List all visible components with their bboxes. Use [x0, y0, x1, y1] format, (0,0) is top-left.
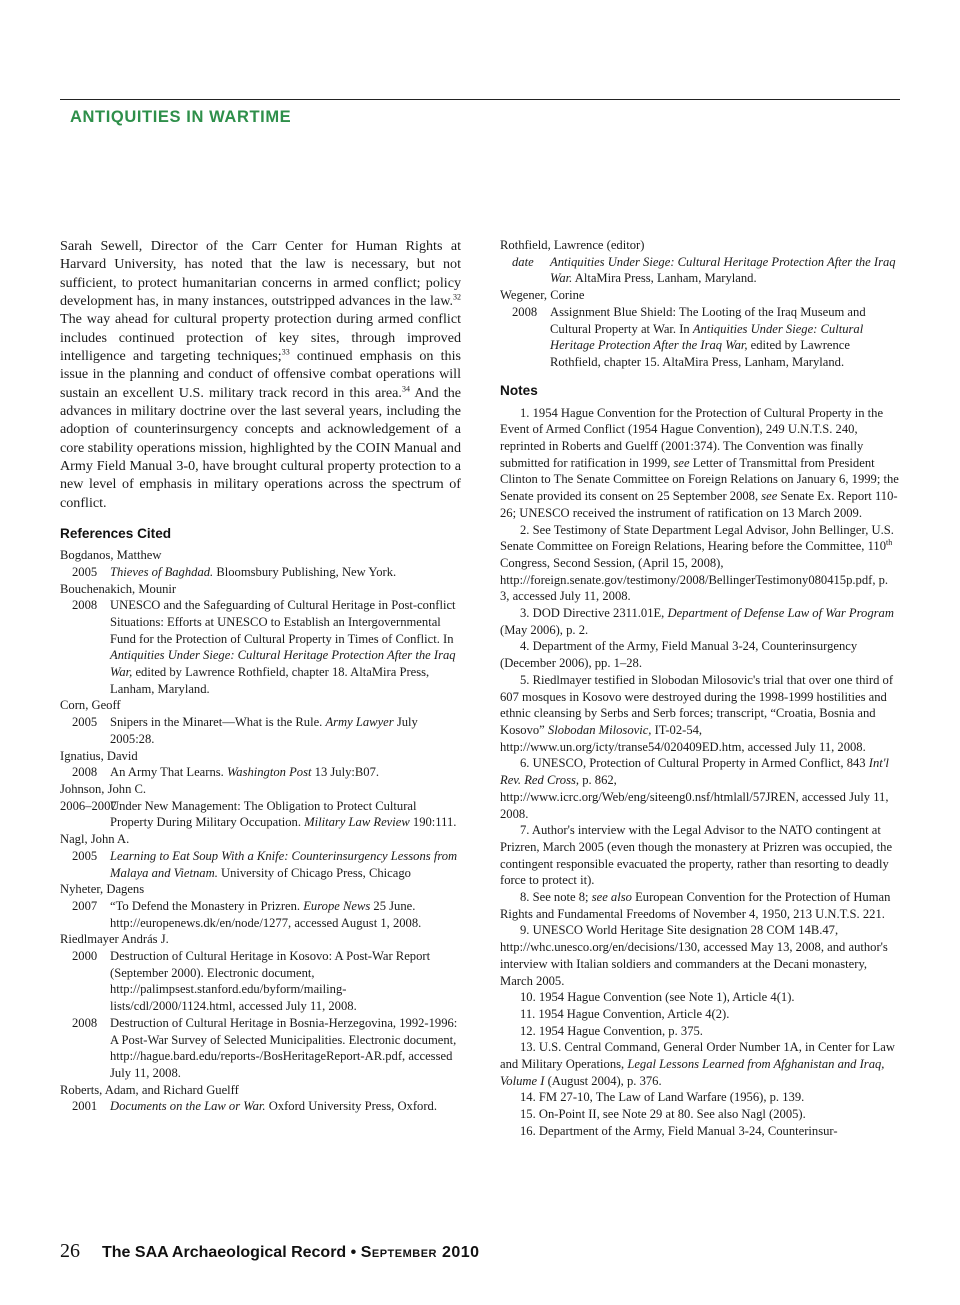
page-number: 26 — [60, 1240, 80, 1262]
ref-text — [110, 1098, 461, 1115]
ref-year: 2008 — [72, 765, 98, 780]
left-column — [60, 237, 461, 1115]
footnote-ref-32[interactable]: 32 — [453, 292, 461, 302]
ref-rest: edited by Lawrence Rothfield, chapter 15. AltaMira Press, Lanham, Maryland. — [550, 338, 850, 369]
ref-year: 2007 — [72, 898, 98, 913]
ref-rest: 190:111. — [409, 815, 457, 830]
ref-text — [110, 714, 461, 747]
note-text: Letter of Transmittal from President Clinton to The Senate Committee on Foreign Relations on January 6, 1999; the Senate provided its consent on 25 September 2008, — [500, 455, 899, 504]
references-list — [60, 547, 461, 1115]
journal-title: The SAA Archaeological Record — [102, 1244, 347, 1261]
ref-entry — [60, 764, 461, 781]
ref-entry — [60, 948, 461, 1015]
note-5 — [500, 672, 900, 756]
ref-author: Ignatius, David — [60, 748, 138, 763]
ordinal-superscript: th — [886, 538, 893, 548]
ref-entry — [60, 798, 461, 831]
right-column — [500, 237, 900, 1140]
note-2 — [500, 522, 900, 606]
ref-year: 2008 — [72, 598, 98, 613]
ref-title: Army Lawyer — [325, 715, 394, 730]
note-8 — [500, 889, 900, 922]
note-16: 16. Department of the Army, Field Manual 3-24, Counterinsur- — [520, 1123, 838, 1138]
ref-author: Roberts, Adam, and Richard Guelff — [60, 1082, 239, 1097]
ref-title: Military Law Review — [304, 815, 410, 830]
ref-text — [110, 764, 461, 781]
ref-entry — [60, 1098, 461, 1115]
note-text: 13. U.S. Central Command, General Order Number 1A, in Center for Law and Military Operations, — [500, 1040, 895, 1072]
ref-pre: Under New Management: The Obligation to Protect Cultural Property During Military Occupation. — [110, 798, 417, 830]
ref-year: date — [512, 254, 534, 269]
ref-text — [110, 898, 461, 931]
ref-rest: 25 June. http://europenews.dk/en/node/1277, accessed August 1, 2008. — [110, 898, 422, 930]
note-italic: Legal Lessons Learned from Afghanistan and Iraq, Volume I — [500, 1057, 885, 1088]
note-7: 7. Author's interview with the Legal Advisor to the NATO contingent at Prizren, March 2005 (even though the monastery at Prizren was occupied, the contingent responsible evacuated the property, rather than resorting to deadly force to protect it). — [500, 823, 893, 888]
ref-entry — [60, 597, 461, 697]
ref-title: Thieves of Baghdad. — [110, 564, 214, 579]
ref-title: Europe News — [303, 898, 371, 913]
note-text: 6. UNESCO, Protection of Cultural Property in Armed Conflict, 843 — [520, 756, 869, 771]
ref-author: Johnson, John C. — [60, 782, 147, 796]
intro-text-2: The way ahead for cultural property protection during armed conflict includes continued protection of key sites, through improved intelligence and targeting techniques; — [60, 311, 461, 365]
section-header: ANTIQUITIES IN WARTIME — [70, 108, 292, 126]
note-text: 1. 1954 Hague Convention for the Protection of Cultural Property in the Event of Armed Conflict (1954 Hague Convention), 249 U.N.T.S. 240, reprinted in Roberts and Guelff (2001:374). The Convention was finally submitted for ratification in 1999, — [500, 405, 884, 470]
ref-author: Bouchenakich, Mounir — [60, 581, 177, 596]
ref-pre: An Army That Learns. — [110, 765, 227, 780]
ref-author: Wegener, Corine — [500, 288, 585, 303]
note-13 — [500, 1039, 900, 1089]
note-11: 11. 1954 Hague Convention, Article 4(2). — [520, 1006, 730, 1021]
note-text: (August 2004), p. 376. — [544, 1073, 662, 1088]
ref-year: 2008 — [72, 1015, 98, 1030]
ref-title: Antiquities Under Siege: Cultural Heritage Protection After the Iraq War, — [550, 321, 864, 353]
ref-pre: Snipers in the Minaret—What is the Rule. — [110, 715, 326, 730]
ref-author: Rothfield, Lawrence (editor) — [500, 238, 645, 252]
note-text: 3. DOD Directive 2311.01E, — [520, 606, 668, 621]
note-3 — [500, 605, 900, 638]
ref-title: Documents on the Law or War. — [110, 1099, 266, 1114]
ref-author: Corn, Geoff — [60, 698, 121, 713]
ref-rest: July 2005:28. — [110, 715, 418, 746]
note-italic: see — [761, 489, 778, 504]
note-12: 12. 1954 Hague Convention, p. 375. — [520, 1023, 703, 1038]
ref-author: Riedlmayer András J. — [60, 932, 169, 947]
references-list-continued — [500, 237, 900, 371]
ref-title: Antiquities Under Siege: Cultural Heritage Protection After the Iraq War, — [110, 648, 456, 680]
note-italic: Int'l Rev. Red Cross, — [500, 756, 889, 788]
ref-text — [550, 304, 900, 371]
note-14: 14. FM 27-10, The Law of Land Warfare (1956), p. 139. — [520, 1090, 805, 1105]
ref-rest: 13 July:B07. — [311, 765, 380, 780]
ref-entry — [60, 714, 461, 747]
header-rule — [60, 99, 900, 100]
ref-entry — [500, 254, 900, 287]
ref-year: 2005 — [72, 564, 98, 579]
page-footer — [60, 1240, 480, 1263]
ref-year: 2008 — [512, 304, 538, 319]
note-text: 2. See Testimony of State Department Legal Advisor, John Bellinger, U.S. Senate Committee on Foreign Relations, Hearing before the Committee, 110 — [500, 522, 894, 554]
footer-bullet: • — [346, 1244, 361, 1261]
note-1 — [500, 405, 900, 522]
note-9: 9. UNESCO World Heritage Site designation 28 COM 14B.47, http://whc.unesco.org/en/decisions/130, accessed May 13, 2008, and author's interview with Italian soldiers and commanders at the Decani monastery, March 2005. — [500, 923, 888, 988]
note-text: 5. Riedlmayer testified in Slobodan Milosovic's trial that over one third of 607 mosques in Kosovo were destroyed during the 1998-1999 hostilities and ethnic cleansing by Serbs and Serb forces; transcript, “Croatia, Bosnia and Kosovo” — [500, 672, 894, 737]
intro-text-4: And the advances in military doctrine over the last several years, including the adoption of counterinsurgency concepts and acknowledgement of a core stability operations mission, highlighted by the COIN Manual and Army Field Manual 3-0, have brought cultural property protection to a new level of emphasis in military operations across the spectrum of conflict. — [60, 384, 461, 511]
ref-text — [550, 254, 900, 287]
ref-text: Destruction of Cultural Heritage in Kosovo: A Post-War Report (September 2000). Electronic document, http://palimpsest.stanford.edu/byform/mailing-lists/cdl/2000/1124.html, accessed July 11, 2008. — [110, 949, 431, 1014]
ref-text — [110, 597, 461, 697]
issue-date: September 2010 — [360, 1244, 480, 1261]
notes-list — [500, 405, 900, 1140]
ref-rest: edited by Lawrence Rothfield, chapter 18. AltaMira Press, Lanham, Maryland. — [110, 665, 430, 696]
ref-text: Destruction of Cultural Heritage in Bosnia-Herzegovina, 1992-1996: A Post-War Survey of Selected Municipalities. Electronic document, http://hague.bard.edu/reports-/BosHeritageReport-AR.pdf, accessed July 11, 2008. — [110, 1015, 458, 1080]
note-text: p. 862, http://www.icrc.org/Web/eng/siteeng0.nsf/htmlall/57JREN, accessed July 11, 2008. — [500, 773, 889, 821]
note-italic: Slobodan Milosovic, — [547, 722, 652, 737]
intro-paragraph — [60, 237, 461, 512]
note-text: 8. See note 8; — [520, 890, 592, 905]
note-text: IT-02-54, http://www.un.org/icty/transe54/020409ED.htm, accessed July 11, 2008. — [500, 722, 866, 754]
ref-year: 2005 — [72, 848, 98, 863]
note-text: Congress, Second Session, (April 15, 2008), http://foreign.senate.gov/testimony/2008/BellingerTestimony080415p.pdf, p. 3, accessed July 11, 2008. — [500, 555, 889, 604]
ref-author: Nagl, John A. — [60, 832, 130, 847]
ref-title: Antiquities Under Siege: Cultural Heritage Protection After the Iraq War. — [550, 254, 896, 286]
ref-author: Nyheter, Dagens — [60, 882, 145, 897]
ref-entry — [60, 564, 461, 581]
ref-entry — [500, 304, 900, 371]
footnote-ref-33[interactable]: 33 — [281, 347, 290, 357]
ref-year: 2006–2007 — [60, 798, 117, 813]
ref-year: 2005 — [72, 715, 98, 730]
ref-rest: Bloomsbury Publishing, New York. — [213, 564, 397, 579]
note-italic: Department of Defense Law of War Program — [667, 606, 894, 621]
note-10: 10. 1954 Hague Convention (see Note 1), Article 4(1). — [520, 990, 795, 1005]
ref-year: 2000 — [72, 949, 98, 964]
note-6 — [500, 755, 900, 822]
ref-rest: Oxford University Press, Oxford. — [265, 1099, 437, 1114]
references-heading: References Cited — [60, 526, 172, 542]
intro-text-1: Sarah Sewell, Director of the Carr Center for Human Rights at Harvard University, has noted that the law is necessary, but not sufficient, to protect humanitarian concerns in armed conflict; policy development has, in many instances, outstripped advances in the law. — [60, 238, 461, 310]
note-4: 4. Department of the Army, Field Manual 3-24, Counterinsurgency (December 2006), pp. 1–28. — [500, 639, 858, 671]
note-text: (May 2006), p. 2. — [500, 622, 589, 637]
ref-author: Bogdanos, Matthew — [60, 548, 162, 563]
notes-heading: Notes — [500, 382, 538, 398]
note-text: European Convention for the Protection of Human Rights and Fundamental Freedoms of November 4, 1950, 213 U.N.T.S. 221. — [500, 890, 891, 921]
ref-rest: University of Chicago Press, Chicago — [217, 865, 411, 880]
ref-rest: AltaMira Press, Lanham, Maryland. — [572, 271, 757, 286]
ref-pre: “To Defend the Monastery in Prizren. — [110, 898, 304, 913]
ref-title: Washington Post — [226, 765, 312, 780]
ref-text — [110, 564, 461, 581]
ref-text — [110, 798, 461, 831]
ref-title: Learning to Eat Soup With a Knife: Counterinsurgency Lessons from Malaya and Vietnam. — [110, 848, 458, 880]
note-italic: see — [673, 455, 690, 470]
note-italic: see also — [591, 890, 632, 905]
footnote-ref-34[interactable]: 34 — [401, 384, 410, 394]
ref-text — [110, 848, 461, 881]
ref-entry — [60, 1015, 461, 1082]
ref-pre: UNESCO and the Safeguarding of Cultural Heritage in Post-conflict Situations: Efforts at UNESCO to Establish an Intergovernmental Fund for the Protection of Cultural Property in Times of Conflict. In — [110, 598, 456, 646]
note-15: 15. On-Point II, see Note 29 at 80. See also Nagl (2005). — [520, 1107, 806, 1122]
ref-entry — [60, 848, 461, 881]
ref-entry — [60, 898, 461, 931]
note-text: Senate Ex. Report 110-26; UNESCO received the instrument of ratification on 13 March 2009. — [500, 489, 898, 520]
ref-pre: Assignment Blue Shield: The Looting of the Iraq Museum and Cultural Property at War. In — [550, 304, 866, 336]
ref-year: 2001 — [72, 1099, 98, 1114]
intro-text-3: continued emphasis on this issue in the planning and conduct of offensive combat operations will sustain an excellent U.S. military track record in this area. — [60, 348, 461, 401]
